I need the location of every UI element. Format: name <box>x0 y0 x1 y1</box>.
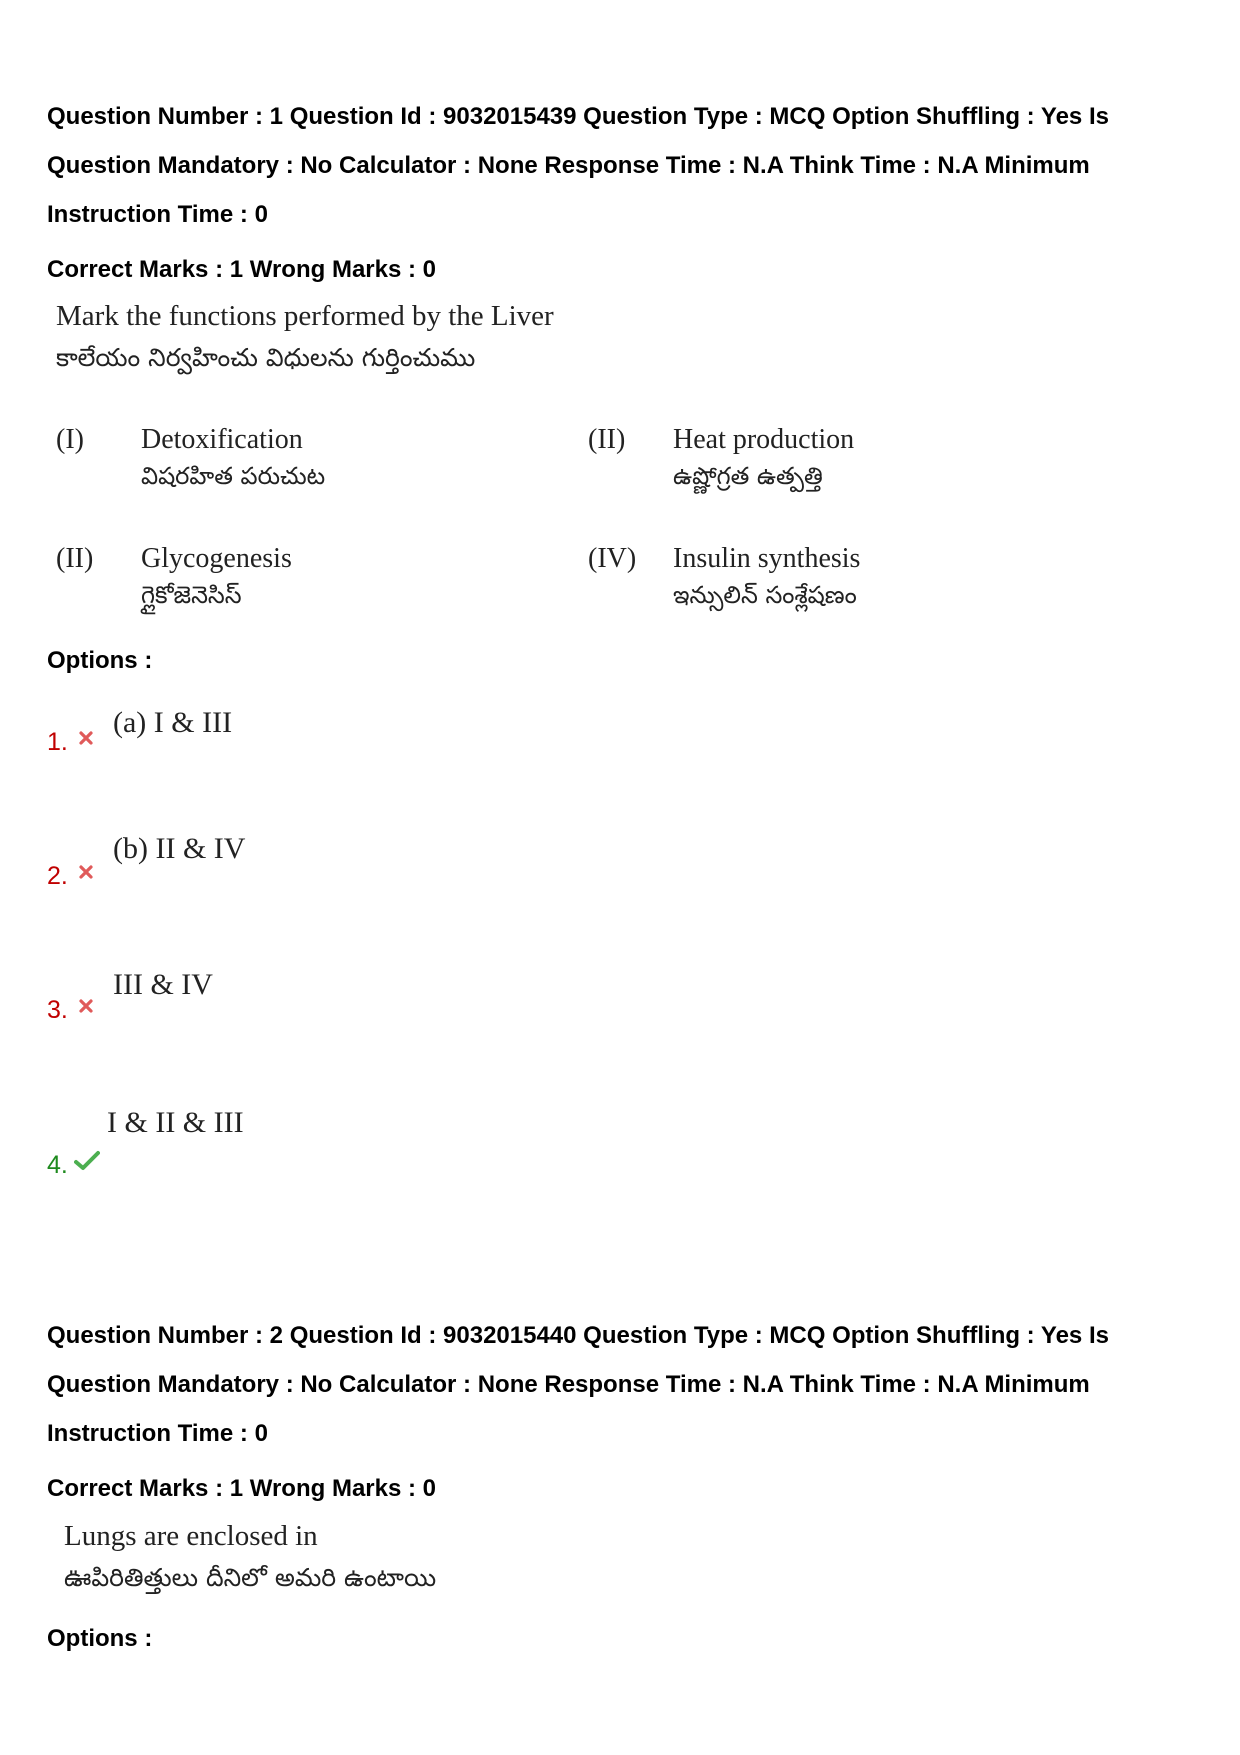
item-2-telugu: ఉష్ణోగ్రత ఉత్పత్తి <box>673 462 823 490</box>
question-1-meta: Question Number : 1 Question Id : 9032015439 Question Type : MCQ Option Shuffling : Yes Is Question Mandatory : No Calculator : None Response Time : N.A Think Time : N.A Minimum Instruction Time : 0 <box>47 103 1109 228</box>
item-1-english: Detoxification <box>141 424 303 455</box>
item-2-number: (II) <box>588 424 626 455</box>
question-2-marks: Correct Marks : 1 Wrong Marks : 0 <box>47 1475 437 1502</box>
option-1-number: 1. <box>47 728 68 756</box>
item-3-english: Glycogenesis <box>141 543 292 574</box>
item-1-number: (I) <box>56 424 84 455</box>
item-4-telugu: ఇన్సులిన్ సంశ్లేషణం <box>673 581 857 609</box>
question-1-marks: Correct Marks : 1 Wrong Marks : 0 <box>47 256 437 283</box>
option-2-text[interactable]: (b) II & IV <box>113 832 246 865</box>
option-4-number: 4. <box>47 1151 68 1179</box>
item-4-number: (IV) <box>588 543 637 574</box>
option-3-text[interactable]: III & IV <box>113 968 213 1001</box>
question-1-stem-english: Mark the functions performed by the Liver <box>56 300 554 332</box>
question-1-stem-telugu: కాలేయం నిర్వహించు విధులను గుర్తించుము <box>56 343 476 372</box>
cross-icon <box>78 730 94 746</box>
option-4-text[interactable]: I & II & III <box>107 1106 244 1139</box>
question-2-stem-english: Lungs are enclosed in <box>64 1520 318 1552</box>
item-2-english: Heat production <box>673 424 855 455</box>
cross-icon <box>78 998 94 1014</box>
question-2-meta: Question Number : 2 Question Id : 9032015440 Question Type : MCQ Option Shuffling : Yes Is Question Mandatory : No Calculator : None Response Time : N.A Think Time : N.A Minimum Instruction Time : 0 <box>47 1322 1109 1447</box>
item-4-english: Insulin synthesis <box>673 543 861 574</box>
question-1-options-label: Options : <box>47 647 153 674</box>
question-2-options-label: Options : <box>47 1625 153 1652</box>
option-3-number: 3. <box>47 996 68 1024</box>
item-1-telugu: విషరహిత పరుచుట <box>141 462 326 490</box>
question-2-stem-telugu: ఊపిరితిత్తులు దీనిలో అమరి ఉంటాయి <box>64 1563 437 1592</box>
item-3-telugu: గ్లైకోజెనెసిస్ <box>141 581 242 609</box>
option-2-number: 2. <box>47 862 68 890</box>
item-3-number: (II) <box>56 543 94 574</box>
cross-icon <box>78 864 94 880</box>
check-icon <box>74 1150 100 1172</box>
option-1-text[interactable]: (a) I & III <box>113 706 233 739</box>
